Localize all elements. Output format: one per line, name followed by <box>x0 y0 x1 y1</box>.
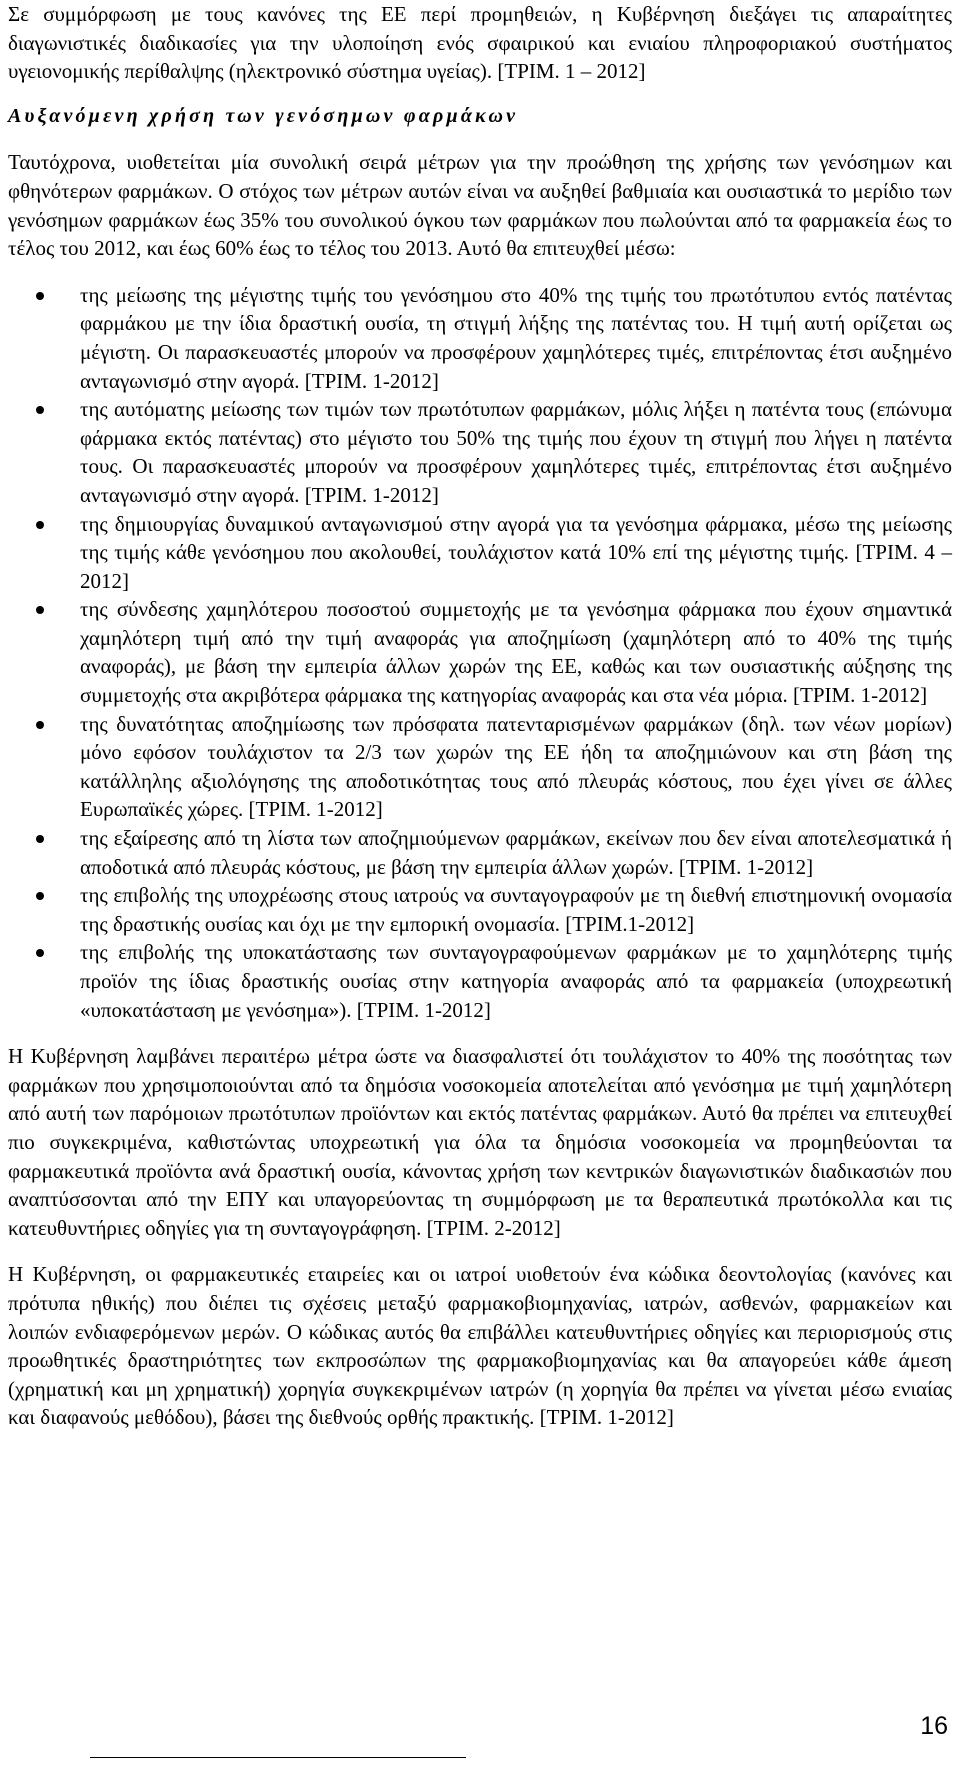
list-item <box>8 824 952 881</box>
list-item-text: της επιβολής της υποκατάστασης των συνταγογραφούμενων φαρμάκων με το χαμηλότερης τιμής προϊόν της ίδιας δραστικής ουσίας στην κατηγορία αναφοράς από τα φαρμακεία (υποχρεωτική «υποκατάσταση με γενόσημα»). [ΤΡΙΜ. 1-2012] <box>80 940 952 1022</box>
bullet-icon <box>36 721 44 729</box>
bullet-icon <box>36 521 44 529</box>
hospital-paragraph: Η Κυβέρνηση λαμβάνει περαιτέρω μέτρα ώστε να διασφαλιστεί ότι τουλάχιστον το 40% της ποσότητας των φαρμάκων που χρησιμοποιούνται από τα δημόσια νοσοκομεία αποτελείται από γενόσημα με τιμή χαμηλότερη από αυτή των παρόμοιων πρωτότυπων προϊόντων και εκτός πατέντας φαρμάκων. Αυτό θα πρέπει να επιτευχθεί πιο συγκεκριμένα, καθιστώντας υποχρεωτική για όλα τα δημόσια νοσοκομεία να προμηθεύονται τα φαρμακευτικά προϊόντα ανά δραστική ουσία, κάνοντας χρήση των κεντρικών διαγωνιστικών διαδικασιών που αναπτύσσονται από την ΕΠΥ και υπαγορεύοντας τη συμμόρφωση με τα θεραπευτικά πρωτόκολλα και τις κατευθυντήριες οδηγίες για τη συνταγογράφηση. [ΤΡΙΜ. 2-2012] <box>8 1044 952 1240</box>
list-item <box>8 510 952 596</box>
list-item <box>8 938 952 1024</box>
list-item-text: της σύνδεσης χαμηλότερου ποσοστού συμμετοχής με τα γενόσημα φάρμακα που έχουν σημαντικά χαμηλότερη τιμή από την τιμή αναφοράς για αποζημίωση (χαμηλότερη από το 40% της τιμής αναφοράς), με βάση την εμπειρία άλλων χωρών της ΕΕ, καθώς και των ουσιαστικής αύξησης της συμμετοχής στα ακριβότερα φάρμακα της κατηγορίας αναφοράς και στα νέα μόρια. [ΤΡΙΜ. 1-2012] <box>80 597 952 708</box>
list-item <box>8 710 952 824</box>
measures-list <box>8 281 952 1024</box>
list-item-text: της μείωσης της μέγιστης τιμής του γενόσημου στο 40% της τιμής του πρωτότυπου εντός πατέντας φαρμάκου με την ίδια δραστική ουσία, τη στιγμή λήξης της πατέντας του. Η τιμή αυτή ορίζεται ως μέγιστη. Οι παρασκευαστές μπορούν να προσφέρουν χαμηλότερες τιμές, επιτρέποντας έτσι αυξημένο ανταγωνισμό στην αγορά. [ΤΡΙΜ. 1-2012] <box>80 282 952 393</box>
page-number: 16 <box>920 1712 948 1740</box>
list-item-text: της επιβολής της υποχρέωσης στους ιατρούς να συνταγογραφούν με τη διεθνή επιστημονική ονομασία της δραστικής ουσίας και όχι με την εμπορική ονομασία. [ΤΡΙΜ.1-2012] <box>80 883 952 936</box>
list-item <box>8 595 952 709</box>
section-heading: Αυξανόμενη χρήση των γενόσημων φαρμάκων <box>8 104 519 127</box>
list-item <box>8 395 952 509</box>
measures-paragraph: Ταυτόχρονα, υιοθετείται μία συνολική σειρά μέτρων για την προώθηση της χρήσης των γενόσημων και φθηνότερων φαρμάκων. Ο στόχος των μέτρων αυτών είναι να αυξηθεί βαθμιαία και ουσιαστικά το μερίδιο των γενόσημων φαρμάκων έως 35% του συνολικού όγκου των φαρμάκων που πωλούνται από τα φαρμακεία έως το τέλος του 2012, και έως 60% έως το τέλος του 2013. Αυτό θα επιτευχθεί μέσω: <box>8 150 952 261</box>
bullet-icon <box>36 406 44 414</box>
list-item-text: της αυτόματης μείωσης των τιμών των πρωτότυπων φαρμάκων, μόλις λήξει η πατέντα τους (επώνυμα φάρμακα εκτός πατέντας) στο μέγιστο του 50% της τιμής που έχουν τη στιγμή που λήγει η πατέντα τους. Οι παρασκευαστές μπορούν να προσφέρουν χαμηλότερες τιμές, επιτρέποντας έτσι αυξημένο ανταγωνισμό στην αγορά. [ΤΡΙΜ. 1-2012] <box>80 397 952 507</box>
list-item-text: της δυνατότητας αποζημίωσης των πρόσφατα πατενταρισμένων φαρμάκων (δηλ. των νέων μορίων) μόνο εφόσον τουλάχιστον τα 2/3 των χωρών της ΕΕ ήδη τα αποζημιώνουν και στη βάση της κατάλληλης αξιολόγησης της αποδοτικότητας τους από πλευράς κόστους, που έχει γίνει σε άλλες Ευρωπαϊκές χώρες. [ΤΡΙΜ. 1-2012] <box>80 711 952 822</box>
footnote-divider <box>90 1757 466 1758</box>
intro-paragraph: Σε συμμόρφωση με τους κανόνες της ΕΕ περί προμηθειών, η Κυβέρνηση διεξάγει τις απαραίτητες διαγωνιστικές διαδικασίες για την υλοποίηση ενός σφαιρικού και ενιαίου πληροφοριακού συστήματος υγειονομικής περίθαλψης (ηλεκτρονικό σύστημα υγείας). [ΤΡΙΜ. 1 – 2012] <box>8 2 952 84</box>
code-of-conduct-paragraph: Η Κυβέρνηση, οι φαρμακευτικές εταιρείες και οι ιατροί υιοθετούν ένα κώδικα δεοντολογίας (κανόνες και πρότυπα ηθικής) που διέπει τις σχέσεις μεταξύ φαρμακοβιομηχανίας, ιατρών, ασθενών, φαρμακείων και λοιπών ενδιαφερόμενων μερών. Ο κώδικας αυτός θα επιβάλλει κατευθυντήριες οδηγίες και περιορισμούς στις προωθητικές δραστηριότητες των εκπροσώπων της φαρμακοβιομηχανίας και θα απαγορεύει κάθε άμεση (χρηματική και μη χρηματική) χορηγία συγκεκριμένων ιατρών (η χορηγία θα πρέπει να γίνεται μέσω ενιαίας και διαφανούς μεθόδου), βάσει της διεθνούς ορθής πρακτικής. [ΤΡΙΜ. 1-2012] <box>8 1262 952 1430</box>
bullet-icon <box>36 835 44 843</box>
bullet-icon <box>36 892 44 900</box>
list-item-text: της εξαίρεσης από τη λίστα των αποζημιούμενων φαρμάκων, εκείνων που δεν είναι αποτελεσματικά ή αποδοτικά από πλευράς κόστους, με βάση την εμπειρία άλλων χωρών. [ΤΡΙΜ. 1-2012] <box>80 826 952 879</box>
bullet-icon <box>36 949 44 957</box>
list-item-text: της δημιουργίας δυναμικού ανταγωνισμού στην αγορά για τα γενόσημα φάρμακα, μέσω της μείωσης της τιμής κάθε γενόσημου που ακολουθεί, τουλάχιστον κατά 10% επί της μέγιστης τιμής. [ΤΡΙΜ. 4 – 2012] <box>80 511 952 593</box>
document-page <box>8 0 952 1432</box>
list-item <box>8 881 952 938</box>
list-item <box>8 281 952 395</box>
bullet-icon <box>36 606 44 614</box>
bullet-icon <box>36 292 44 300</box>
